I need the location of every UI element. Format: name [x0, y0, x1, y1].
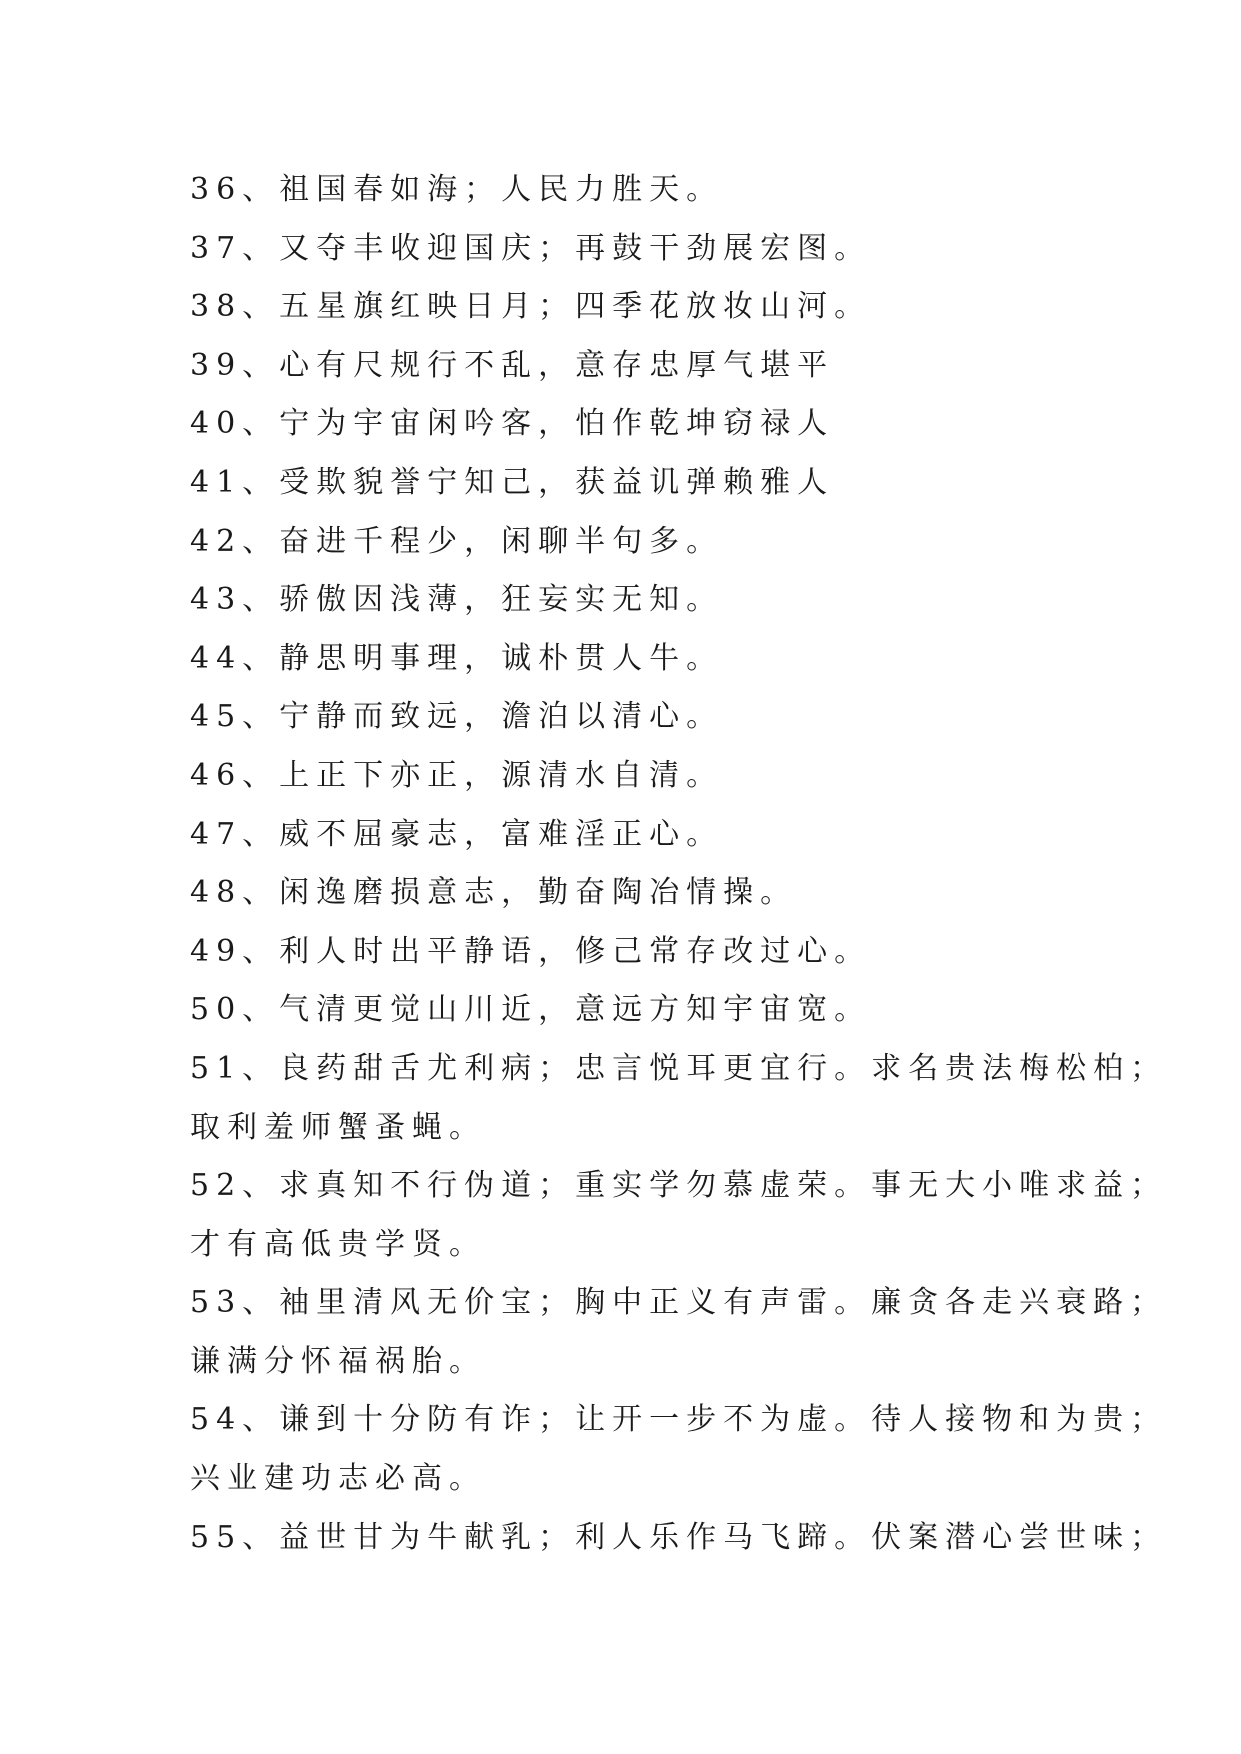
text-line-48: 48、闲逸磨损意志，勤奋陶冶情操。 [190, 875, 798, 911]
text-line-44: 44、静思明事理，诚朴贯人牛。 [190, 640, 724, 676]
text-line-51: 51、良药甜舌尤利病；忠言悦耳更宜行。求名贵法梅松柏； [190, 1050, 1168, 1086]
text-line-49: 49、利人时出平静语，修己常存改过心。 [190, 933, 872, 969]
text-line-38: 38、五星旗红映日月；四季花放妆山河。 [190, 289, 872, 325]
text-line-36: 36、祖国春如海；人民力胜天。 [190, 172, 724, 207]
text-line-54: 54、谦到十分防有诈；让开一步不为虚。待人接物和为贵； [190, 1402, 1168, 1438]
text-line-53-cont: 谦满分怀福祸胎。 [190, 1343, 486, 1379]
text-line-52: 52、求真知不行伪道；重实学勿慕虚荣。事无大小唯求益； [190, 1168, 1168, 1204]
text-line-40: 40、宁为宇宙闲吟客，怕作乾坤窃禄人 [190, 406, 835, 442]
document-body [190, 161, 1168, 1567]
text-line-45: 45、宁静而致远，澹泊以清心。 [190, 699, 724, 735]
text-line-46: 46、上正下亦正，源清水自清。 [190, 757, 724, 793]
text-line-54-cont: 兴业建功志必高。 [190, 1461, 486, 1497]
text-line-39: 39、心有尺规行不乱，意存忠厚气堪平 [190, 347, 835, 383]
text-line-51-cont: 取利羞师蟹蚤蝇。 [190, 1109, 486, 1145]
text-line-50: 50、气清更觉山川近，意远方知宇宙宽。 [190, 992, 872, 1028]
text-line-41: 41、受欺貌誉宁知己，获益讥弹赖雅人 [190, 464, 835, 500]
text-line-37: 37、又夺丰收迎国庆；再鼓干劲展宏图。 [190, 230, 872, 266]
text-line-55: 55、益世甘为牛献乳；利人乐作马飞蹄。伏案潜心尝世味； [190, 1519, 1168, 1555]
text-line-42: 42、奋进千程少，闲聊半句多。 [190, 523, 724, 559]
text-line-52-cont: 才有高低贵学贤。 [190, 1226, 486, 1262]
text-line-47: 47、威不屈豪志，富难淫正心。 [190, 816, 724, 852]
text-line-43: 43、骄傲因浅薄，狂妄实无知。 [190, 582, 724, 618]
text-line-53: 53、袖里清风无价宝；胸中正义有声雷。廉贪各走兴衰路； [190, 1285, 1168, 1321]
